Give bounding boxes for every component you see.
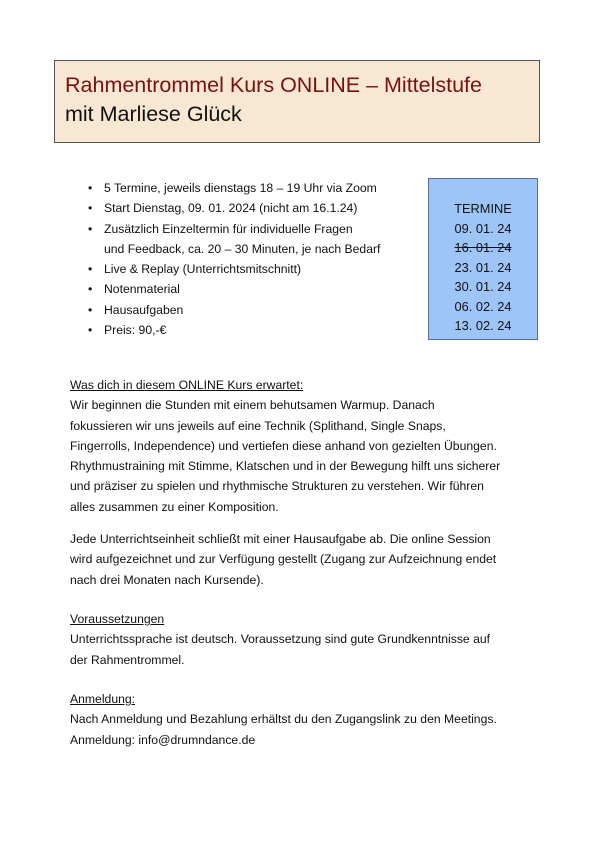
termine-box — [428, 178, 538, 340]
course-title: Rahmentrommel Kurs ONLINE – Mittelstufe — [65, 73, 482, 97]
course-info-list — [88, 178, 418, 340]
bullet-item: • Start Dienstag, 09. 01. 2024 (nicht am 16.1.24) — [88, 198, 418, 218]
section-heading: Was dich in diesem ONLINE Kurs erwartet: — [70, 378, 304, 392]
paragraph-line: Fingerrolls, Independence) und vertiefen diese anhand von gezielten Übungen. — [70, 438, 497, 453]
termine-date-cancelled: 16. 01. 24 — [454, 240, 512, 255]
termine-date: 06. 02. 24 — [454, 298, 512, 314]
termine-date: 23. 01. 24 — [454, 259, 512, 275]
termine-date: 09. 01. 24 — [454, 220, 512, 236]
section-homework — [70, 529, 540, 590]
bullet-item: • Live & Replay (Unterrichtsmitschnitt) — [88, 259, 418, 279]
course-subtitle: mit Marliese Glück — [65, 102, 242, 126]
section-heading: Anmeldung: — [70, 692, 136, 706]
termine-date: 30. 01. 24 — [454, 279, 512, 294]
paragraph-line: nach drei Monaten nach Kursende). — [70, 572, 264, 587]
title-box — [54, 60, 540, 143]
registration-email-line[interactable]: Anmeldung: info@drumndance.de — [70, 732, 256, 747]
bullet-item: • 5 Termine, jeweils dienstags 18 – 19 Uhr via Zoom — [88, 178, 418, 198]
paragraph-line: alles zusammen zu einer Komposition. — [70, 499, 279, 514]
bullet-item: • Zusätzlich Einzeltermin für individuelle Fragen — [88, 219, 418, 239]
section-heading: Voraussetzungen — [70, 612, 165, 626]
bullet-item: • Preis: 90,-€ — [88, 320, 418, 340]
paragraph-line: Unterrichtssprache ist deutsch. Voraussetzung sind gute Grundkenntnisse auf — [70, 632, 491, 647]
paragraph-line: Jede Unterrichtseinheit schließt mit einer Hausaufgabe ab. Die online Session — [70, 532, 491, 546]
section-expect — [70, 375, 540, 517]
section-requirements — [70, 609, 540, 670]
bullet-item-continuation: und Feedback, ca. 20 – 30 Minuten, je nach Bedarf — [104, 241, 381, 256]
paragraph-line: Wir beginnen die Stunden mit einem behutsamen Warmup. Danach — [70, 398, 435, 413]
paragraph-line: fokussieren wir uns jeweils auf eine Technik (Splithand, Single Snaps, — [70, 418, 446, 433]
paragraph-line: Rhythmustraining mit Stimme, Klatschen und in der Bewegung hilft uns sicherer — [70, 459, 501, 474]
section-registration — [70, 689, 540, 750]
termine-date: 13. 02. 24 — [454, 318, 512, 333]
termine-title: TERMINE — [454, 201, 512, 216]
paragraph-line: der Rahmentrommel. — [70, 652, 185, 667]
paragraph-line: Nach Anmeldung und Bezahlung erhältst du den Zugangslink zu den Meetings. — [70, 712, 497, 727]
paragraph-line: und präziser zu spielen und rhythmische Strukturen zu verstehen. Wir führen — [70, 479, 484, 494]
bullet-item: • Hausaufgaben — [88, 300, 418, 320]
bullet-item: • Notenmaterial — [88, 279, 418, 299]
paragraph-line: wird aufgezeichnet und zur Verfügung gestellt (Zugang zur Aufzeichnung endet — [70, 552, 497, 567]
